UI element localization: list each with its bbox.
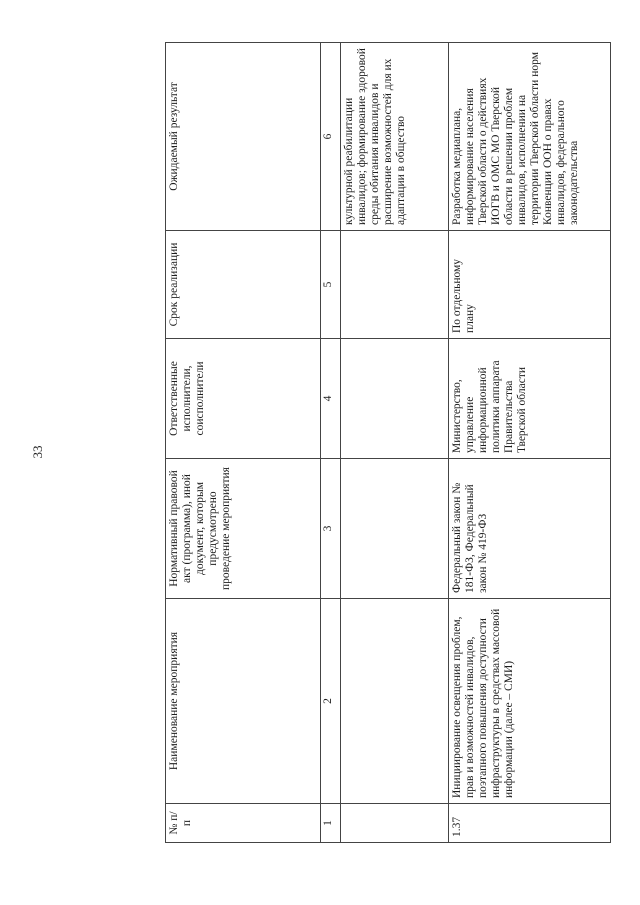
table-row <box>449 43 611 843</box>
continuation-row <box>341 43 449 843</box>
header-term: Срок реализации <box>166 231 321 339</box>
column-number: 1 <box>321 804 341 843</box>
empty-cell <box>341 339 449 459</box>
column-number: 2 <box>321 599 341 804</box>
column-number: 4 <box>321 339 341 459</box>
empty-cell <box>341 599 449 804</box>
header-row <box>166 43 321 843</box>
header-executors: Ответственные исполнители, соисполнители <box>166 339 321 459</box>
measures-table <box>165 42 611 843</box>
expected-result-cell: Разработка медиаплана, информирование населения Тверской области о действиях ИОГВ и ОМС МО Тверской области в решении проблем инвалидов, исполнении на территории Тверской области норм Конвенции ООН о правах инвалидов, федерального законодательства <box>449 43 611 231</box>
legal-act-cell: Федеральный закон № 181-ФЗ, Федеральный закон № 419-ФЗ <box>449 459 611 599</box>
header-number: № п/п <box>166 804 321 843</box>
column-number-row <box>321 43 341 843</box>
header-legal-act: Нормативный правовой акт (программа), иной документ, которым предусмотрено проведение мероприятия <box>166 459 321 599</box>
page-number: 33 <box>30 445 45 459</box>
header-name: Наименование мероприятия <box>166 599 321 804</box>
column-number: 3 <box>321 459 341 599</box>
empty-cell <box>341 231 449 339</box>
header-result: Ожидаемый результат <box>166 43 321 231</box>
executors-cell: Министерство, управление информационной политики аппарата Правительства Тверской области <box>449 339 611 459</box>
column-number: 5 <box>321 231 341 339</box>
term-cell: По отдельному плану <box>449 231 611 339</box>
empty-cell <box>341 804 449 843</box>
empty-cell <box>341 459 449 599</box>
column-number: 6 <box>321 43 341 231</box>
continued-result-cell: культурной реабилитации инвалидов; формирование здоровой среды обитания инвалидов и расширение возможностей для их адаптации в общество <box>341 43 449 231</box>
rotated-table-area <box>165 43 625 843</box>
row-number-cell: 1.37 <box>449 804 611 843</box>
measure-name-cell: Инициирование освещения проблем, прав и возможностей инвалидов, поэтапного повышения доступности инфраструктуры в средствах массовой информации (далее – СМИ) <box>449 599 611 804</box>
